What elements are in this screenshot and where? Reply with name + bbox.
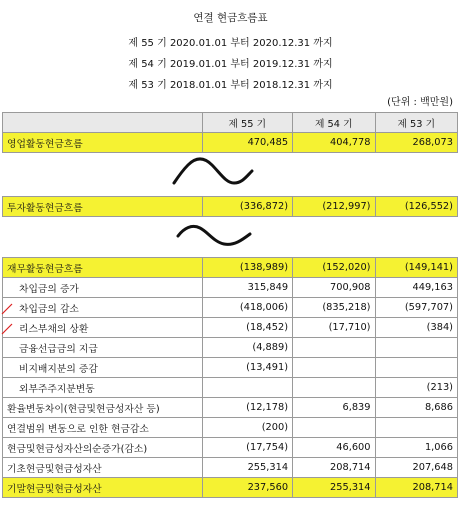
table-row xyxy=(3,298,458,318)
row-label: 기초현금및현금성자산 xyxy=(3,458,203,478)
handwritten-squiggle-mark xyxy=(172,218,272,252)
value-53 xyxy=(375,418,457,438)
row-label: 금융선급금의 지급 xyxy=(3,338,203,358)
value-53: (126,552) xyxy=(375,197,457,217)
row-label: 차입금의 증가 xyxy=(3,278,203,298)
value-54: (152,020) xyxy=(293,258,375,278)
handwritten-squiggle-mark xyxy=(168,155,268,191)
value-53: 268,073 xyxy=(375,133,457,153)
row-label: 기말현금및현금성자산 xyxy=(3,478,203,498)
value-54: 404,778 xyxy=(293,133,375,153)
table-row xyxy=(3,458,458,478)
header-cell-54: 제 54 기 xyxy=(293,113,375,133)
value-55: (138,989) xyxy=(202,258,293,278)
value-54: 46,600 xyxy=(293,438,375,458)
value-53: (384) xyxy=(375,318,457,338)
cashflow-table-investing xyxy=(2,196,458,217)
value-54: (17,710) xyxy=(293,318,375,338)
row-label: 연결범위 변동으로 인한 현금감소 xyxy=(3,418,203,438)
value-55: (12,178) xyxy=(202,398,293,418)
value-53: 449,163 xyxy=(375,278,457,298)
value-55: (13,491) xyxy=(202,358,293,378)
table-row xyxy=(3,318,458,338)
value-55: (17,754) xyxy=(202,438,293,458)
row-label: 비지배지분의 증감 xyxy=(3,358,203,378)
table-header-row xyxy=(3,113,458,133)
row-label: 현금및현금성자산의순증가(감소) xyxy=(3,438,203,458)
financing-row xyxy=(3,258,458,278)
investing-row xyxy=(3,197,458,217)
value-54 xyxy=(293,358,375,378)
cashflow-table-financing xyxy=(2,257,458,498)
cashflow-table-operating xyxy=(2,112,458,153)
table-row xyxy=(3,378,458,398)
value-55: (4,889) xyxy=(202,338,293,358)
row-label: 재무활동현금흐름 xyxy=(3,258,203,278)
value-53: (149,141) xyxy=(375,258,457,278)
statement-title: 연결 현금흐름표 xyxy=(193,12,268,24)
value-53: 207,648 xyxy=(375,458,457,478)
period-55: 제 55 기 2020.01.01 부터 2020.12.31 까지 xyxy=(128,38,333,49)
value-55: 470,485 xyxy=(202,133,293,153)
value-54: 255,314 xyxy=(293,478,375,498)
unit-label: (단위 : 백만원) xyxy=(387,97,453,108)
value-55: 237,560 xyxy=(202,478,293,498)
value-54: 6,839 xyxy=(293,398,375,418)
red-tick-mark xyxy=(0,300,14,340)
operating-row xyxy=(3,133,458,153)
value-54 xyxy=(293,338,375,358)
header-cell-blank xyxy=(3,113,203,133)
ending-cash-row xyxy=(3,478,458,498)
value-53 xyxy=(375,358,457,378)
value-53: (597,707) xyxy=(375,298,457,318)
value-55 xyxy=(202,378,293,398)
header-cell-55: 제 55 기 xyxy=(202,113,293,133)
value-55: (418,006) xyxy=(202,298,293,318)
row-label: 환율변동차이(현금및현금성자산 등) xyxy=(3,398,203,418)
table-row xyxy=(3,338,458,358)
row-label: 영업활동현금흐름 xyxy=(3,133,203,153)
header-cell-53: 제 53 기 xyxy=(375,113,457,133)
value-55: (336,872) xyxy=(202,197,293,217)
value-55: (200) xyxy=(202,418,293,438)
value-54: (212,997) xyxy=(293,197,375,217)
row-label: 차입금의 감소 xyxy=(3,298,203,318)
value-54 xyxy=(293,418,375,438)
value-53: (213) xyxy=(375,378,457,398)
value-54: 208,714 xyxy=(293,458,375,478)
table-row xyxy=(3,398,458,418)
value-54: 700,908 xyxy=(293,278,375,298)
value-54 xyxy=(293,378,375,398)
period-54: 제 54 기 2019.01.01 부터 2019.12.31 까지 xyxy=(128,59,333,70)
table-row xyxy=(3,278,458,298)
table-row xyxy=(3,418,458,438)
value-55: (18,452) xyxy=(202,318,293,338)
value-53 xyxy=(375,338,457,358)
value-53: 8,686 xyxy=(375,398,457,418)
table-row xyxy=(3,438,458,458)
value-53: 208,714 xyxy=(375,478,457,498)
value-54: (835,218) xyxy=(293,298,375,318)
row-label: 리스부채의 상환 xyxy=(3,318,203,338)
value-55: 255,314 xyxy=(202,458,293,478)
row-label: 투자활동현금흐름 xyxy=(3,197,203,217)
period-53: 제 53 기 2018.01.01 부터 2018.12.31 까지 xyxy=(128,80,333,91)
value-55: 315,849 xyxy=(202,278,293,298)
row-label: 외부주주지분변동 xyxy=(3,378,203,398)
table-row xyxy=(3,358,458,378)
value-53: 1,066 xyxy=(375,438,457,458)
